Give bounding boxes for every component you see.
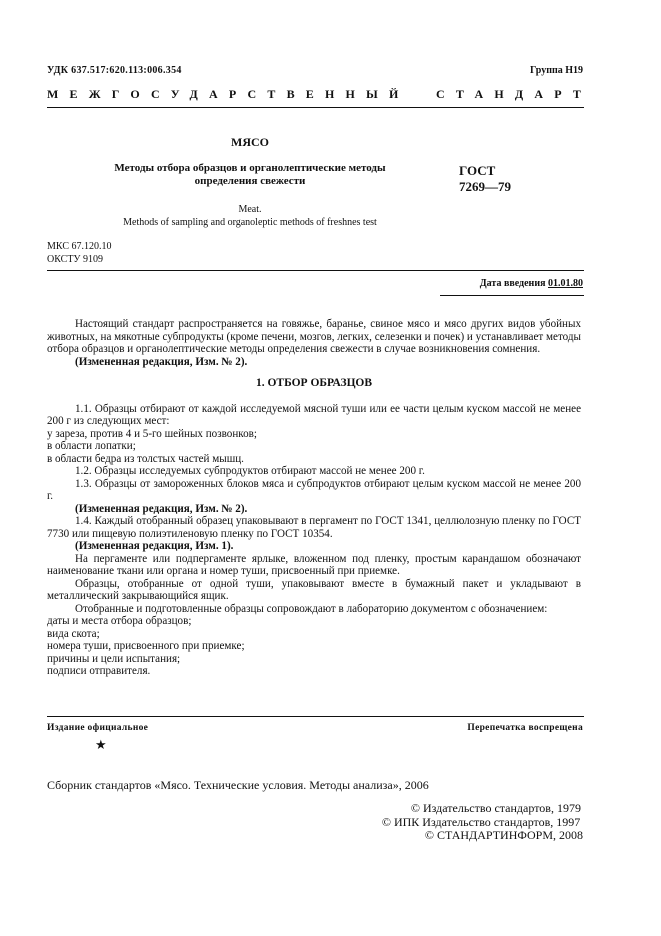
document-title: МЯСО xyxy=(231,135,269,149)
list-item: номера туши, присвоенного при приемке; xyxy=(47,640,245,652)
classification-codes xyxy=(47,240,111,266)
list-item: причины и цели испытания; xyxy=(47,652,181,665)
footer-rule xyxy=(47,716,584,717)
gost-label: ГОСТ xyxy=(459,163,496,178)
clause-1-3: 1.3. Образцы от замороженных блоков мяса и субпродуктов отбирают целым куском массой не менее 200 г. xyxy=(47,477,581,502)
intro-paragraph: Настоящий стандарт распространяется на говяжье, баранье, свиное мясо и мясо других видов убойных животных, на мякотные субпродукты (кроме печени, мозгов, легких, селезенки и почек) и устанавливает методы отбора образцов и органолептические методы определения свежести в случае возникновения сомнения. xyxy=(47,318,581,355)
clause-1-1-item: в области бедра из толстых частей мышц. xyxy=(47,452,244,465)
group-code: Группа Н19 xyxy=(530,65,583,76)
list-item: даты и места отбора образцов; xyxy=(47,615,192,627)
introduction-date xyxy=(480,278,583,289)
header-rule xyxy=(47,107,584,108)
document-paragraph: Отобранные и подготовленные образцы сопровождают в лабораторию документом с обозначением: xyxy=(75,602,548,615)
copyright-line: © СТАНДАРТИНФОРМ, 2008 xyxy=(424,828,583,842)
english-title-line-1: Meat. xyxy=(238,204,262,215)
udk-code: УДК 637.517:620.113:006.354 xyxy=(47,65,182,76)
clause-1-2: 1.2. Образцы исследуемых субпродуктов отбирают массой не менее 200 г. xyxy=(75,465,425,477)
english-title xyxy=(90,203,410,229)
amendment-note: (Измененная редакция, Изм. № 2). xyxy=(75,502,248,515)
packing-paragraph: Образцы, отобранные от одной туши, упаковывают вместе в бумажный пакет и укладывают в металлический закрывающийся ящик. xyxy=(47,577,581,602)
introduction-date-label: Дата введения xyxy=(479,278,546,289)
clause-1-4: 1.4. Каждый отобранный образец упаковывают в пергамент по ГОСТ 1341, целлюлозную пленку по ГОСТ 7730 или пищевую полиэтиленовую пленку по ГОСТ 10354. xyxy=(47,515,581,540)
copyright-block xyxy=(382,802,583,843)
copyright-line: © ИПК Издательство стандартов, 1997 xyxy=(381,814,581,829)
star-icon: ★ xyxy=(95,737,107,752)
section-heading: 1. ОТБОР ОБРАЗЦОВ xyxy=(255,377,373,389)
document-subtitle xyxy=(90,162,410,188)
subtitle-line-1: Методы отбора образцов и органолептические методы xyxy=(114,162,386,174)
mks-code: МКС 67.120.10 xyxy=(47,241,112,252)
label-paragraph: На пергаменте или подпергаменте ярлыке, вложенном под пленку, простым карандашом обозначают наименование ткани или органа и номер туши, присвоенный при приемке. xyxy=(47,552,581,577)
clause-1-1-item: у зареза, против 4 и 5-го шейных позвонков; xyxy=(47,427,257,440)
document-body xyxy=(47,318,581,678)
official-edition: Издание официальное xyxy=(47,723,149,733)
list-item: подписи отправителя. xyxy=(47,665,151,677)
okstu-code: ОКСТУ 9109 xyxy=(47,254,104,265)
subtitle-line-2: определения свежести xyxy=(194,175,306,187)
standard-type-left: МЕЖГОСУДАРСТВЕННЫЙ xyxy=(47,87,410,101)
copyright-line: © Издательство стандартов, 1979 xyxy=(410,801,581,815)
list-item: вида скота; xyxy=(47,627,100,640)
date-rule xyxy=(440,295,584,296)
amendment-note: (Измененная редакция, Изм. № 2). xyxy=(75,355,248,368)
english-title-line-2: Methods of sampling and organoleptic methods of freshnes test xyxy=(123,217,377,228)
introduction-date-value: 01.01.80 xyxy=(548,278,583,289)
reprint-prohibited: Перепечатка воспрещена xyxy=(467,723,583,733)
gost-number xyxy=(459,163,511,195)
gost-code: 7269—79 xyxy=(459,179,511,194)
clause-1-1: 1.1. Образцы отбирают от каждой исследуемой мясной туши или ее части целым куском массой не менее 200 г из следующих мест: xyxy=(47,402,581,427)
collection-source: Сборник стандартов «Мясо. Технические условия. Методы анализа», 2006 xyxy=(47,778,429,792)
codes-rule xyxy=(47,270,584,271)
amendment-note: (Измененная редакция, Изм. 1). xyxy=(75,540,234,552)
clause-1-1-item: в области лопатки; xyxy=(47,440,136,452)
standard-type-right: СТАНДАРТ xyxy=(436,87,593,101)
